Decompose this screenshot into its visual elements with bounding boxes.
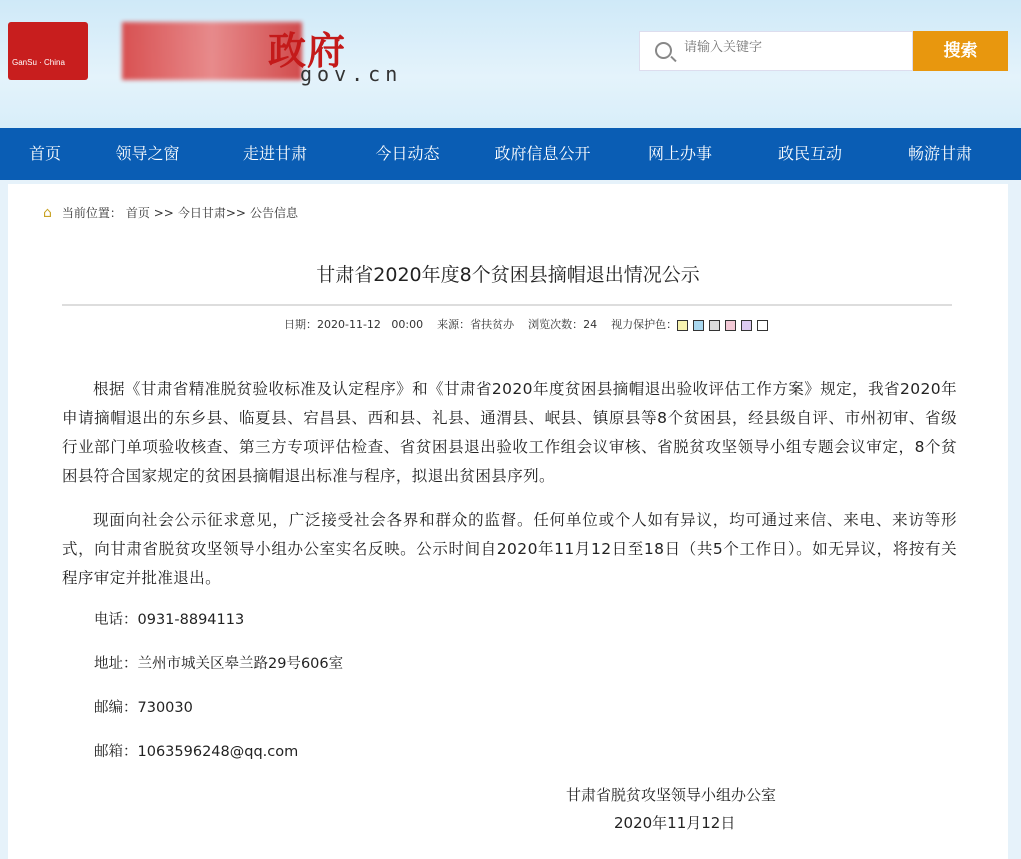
meta-eye-care <box>611 316 773 332</box>
breadcrumb <box>43 204 298 221</box>
search-input[interactable] <box>684 40 904 55</box>
content-panel <box>8 184 1008 859</box>
divider <box>62 304 952 306</box>
article-title: 甘肃省2020年度8个贫困县摘帽退出情况公示 <box>316 264 700 286</box>
paragraph: 根据《甘肃省精准脱贫验收标准及认定程序》和《甘肃省2020年度贫困县摘帽退出验收评估工作方案》规定，我省2020年申请摘帽退出的东乡县、临夏县、宕昌县、西和县、礼县、通渭县、岷县、镇原县等8个贫困县，经县级自评、市州初审、省级行业部门单项验收核查、第三方专项评估检查、省贫困县退出验收工作组会议审核、省脱贫攻坚领导小组专题会议审定，8个贫困县符合国家规定的贫困县摘帽退出标准与程序，拟退出贫困县序列。 <box>62 380 957 485</box>
meta-date: 日期：2020-11-12 00:00 <box>284 318 424 331</box>
nav-about-gansu[interactable]: 走进甘肃 <box>242 144 307 163</box>
meta-source: 来源：省扶贫办 <box>437 318 515 331</box>
nav-today[interactable]: 今日动态 <box>375 144 440 163</box>
search-button[interactable]: 搜索 <box>913 31 1008 71</box>
eye-care-label: 视力保护色： <box>611 318 678 331</box>
contact-email: 邮箱：1063596248@qq.com <box>94 744 299 760</box>
article-meta <box>284 316 773 332</box>
paragraph: 现面向社会公示征求意见，广泛接受社会各界和群众的监督。任何单位或个人如有异议，均可通过来信、来电、来访等形式，向甘肃省脱贫攻坚领导小组办公室实名反映。公示时间自2020年11月12日至18日（共5个工作日）。如无异议，将按有关程序审定并批准退出。 <box>62 511 957 587</box>
eye-care-color-swatch[interactable] <box>677 320 688 331</box>
breadcrumb-today[interactable]: 今日甘肃>> <box>177 206 246 220</box>
nav-home[interactable]: 首页 <box>28 144 61 163</box>
nav-interaction[interactable]: 政民互动 <box>777 144 842 163</box>
contact-address: 地址：兰州市城关区皋兰路29号606室 <box>94 656 344 672</box>
article-body <box>62 375 957 608</box>
eye-care-color-swatch[interactable] <box>693 320 704 331</box>
sign-date: 2020年11月12日 <box>614 814 736 832</box>
nav-online-service[interactable]: 网上办事 <box>647 144 712 163</box>
nav-leaders[interactable]: 领导之窗 <box>115 144 180 163</box>
breadcrumb-home[interactable]: 首页 >> <box>125 206 174 220</box>
eye-care-color-swatch[interactable] <box>709 320 720 331</box>
nav-travel[interactable]: 畅游甘肃 <box>907 144 972 163</box>
site-logo-title[interactable]: 政府 <box>268 28 347 73</box>
breadcrumb-notice[interactable]: 公告信息 <box>249 206 298 220</box>
main-nav <box>0 128 1021 180</box>
meta-views: 浏览次数：24 <box>528 318 598 331</box>
logo-badge-text: GanSu · China <box>12 58 65 67</box>
eye-care-color-swatch[interactable] <box>757 320 768 331</box>
site-domain: gov.cn <box>300 62 403 86</box>
logo-badge[interactable] <box>8 22 88 80</box>
breadcrumb-label: 当前位置： <box>61 206 122 220</box>
search-icon <box>655 42 672 59</box>
contact-postcode: 邮编：730030 <box>94 700 193 716</box>
home-icon: ⌂ <box>43 204 52 221</box>
signature: 甘肃省脱贫攻坚领导小组办公室 <box>566 786 777 804</box>
contact-phone: 电话：0931-8894113 <box>94 612 245 628</box>
site-header <box>0 0 1021 128</box>
eye-care-color-swatch[interactable] <box>725 320 736 331</box>
search-box <box>639 31 913 71</box>
eye-care-color-swatch[interactable] <box>741 320 752 331</box>
nav-gov-info[interactable]: 政府信息公开 <box>494 144 591 163</box>
